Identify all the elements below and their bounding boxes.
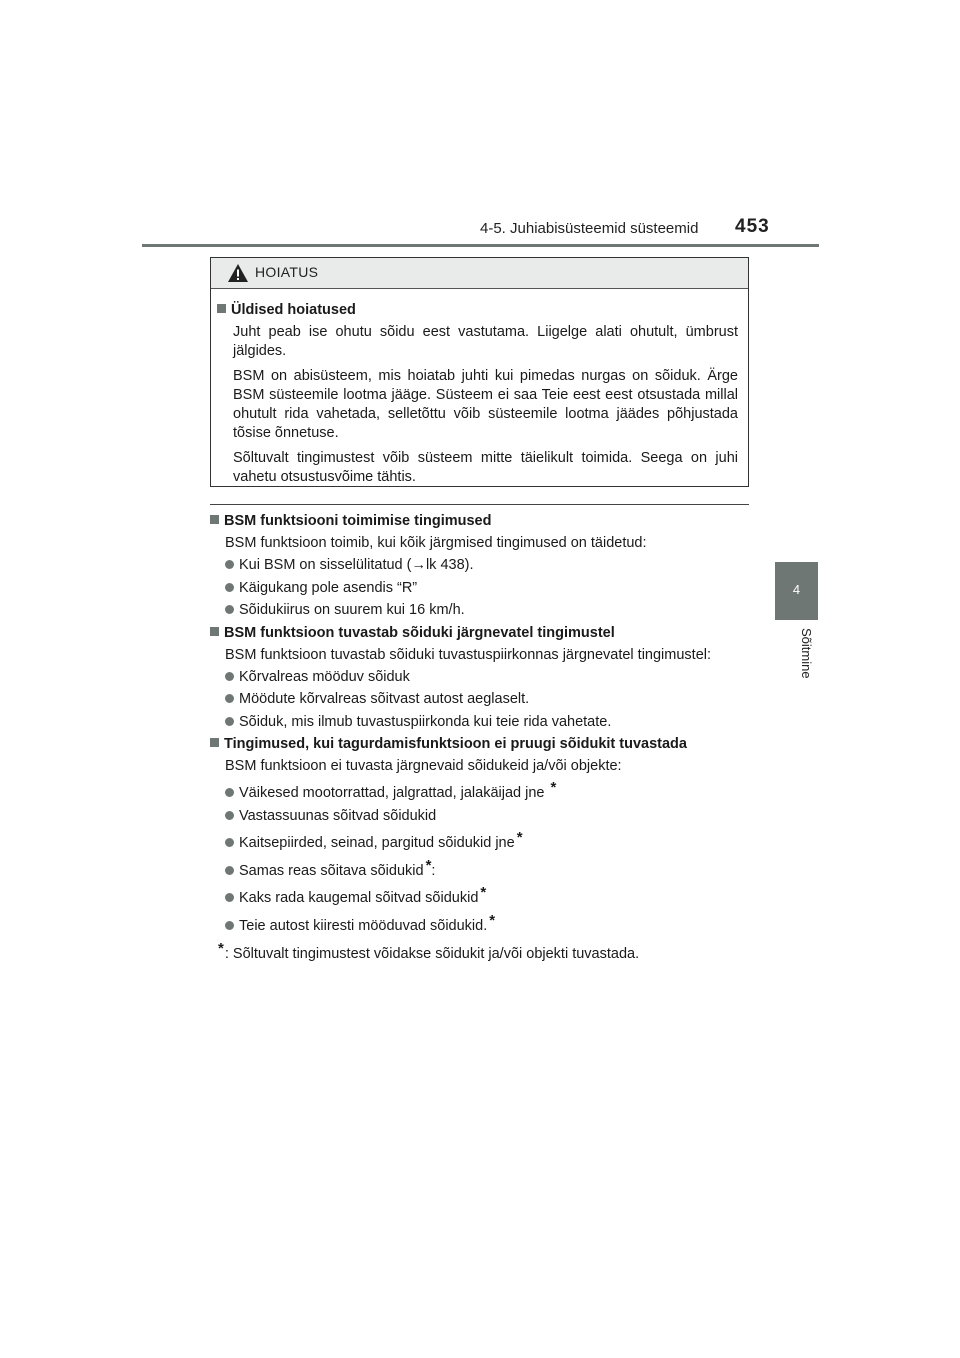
- square-bullet-icon: [217, 304, 226, 313]
- list-item: Kui BSM on sisselülitatud (→lk 438).: [225, 554, 755, 577]
- list-item: Kaitsepiirded, seinad, pargitud sõidukid jne *: [225, 827, 755, 855]
- footnote-marker: *: [425, 856, 432, 874]
- footnote-marker: *: [489, 911, 496, 929]
- warning-paragraph: BSM on abisüsteem, mis hoiatab juhti kui pimedas nurgas on sõiduk. Ärge BSM süsteemile lootma jääge. Süsteem ei saa Teie eest eest otsustada millal ohutult rida vahetada, selletõttu võib süsteemile lootma jäädes põhjustada tõsise õnnetuse.: [233, 368, 738, 441]
- round-bullet-icon: [225, 893, 234, 902]
- section-heading: Tingimused, kui tagurdamisfunktsioon ei pruugi sõidukit tuvastada: [210, 733, 755, 755]
- section-intro: BSM funktsioon tuvastab sõiduki tuvastuspiirkonnas järgnevatel tingimustel:: [225, 646, 712, 663]
- section-heading: BSM funktsioon tuvastab sõiduki järgnevatel tingimustel: [210, 622, 755, 644]
- list-item: Möödute kõrvalreas sõitvast autost aeglaselt.: [225, 688, 755, 711]
- square-bullet-icon: [210, 738, 219, 747]
- chapter-tab[interactable]: [775, 562, 818, 620]
- warning-triangle-icon: [227, 263, 249, 283]
- round-bullet-icon: [225, 694, 234, 703]
- header-rule: [142, 244, 819, 247]
- round-bullet-icon: [225, 717, 234, 726]
- warning-heading: Üldised hoiatused: [217, 301, 738, 319]
- footnote-marker: *: [550, 779, 557, 796]
- section-divider: [210, 504, 749, 505]
- round-bullet-icon: [225, 811, 234, 820]
- list-item: Teie autost kiiresti mööduvad sõidukid. *: [225, 910, 755, 938]
- chapter-tab-label: Sõitmine: [799, 628, 814, 679]
- section-heading: BSM funktsiooni toimimise tingimused: [210, 510, 755, 532]
- list-item: Sõidukiirus on suurem kui 16 km/h.: [225, 599, 755, 622]
- section-intro: BSM funktsioon toimib, kui kõik järgmised tingimused on täidetud:: [225, 535, 647, 551]
- list-item: Kaks rada kaugemal sõitvad sõidukid *: [225, 882, 755, 910]
- chapter-tab-number: 4: [792, 582, 801, 597]
- round-bullet-icon: [225, 583, 234, 592]
- round-bullet-icon: [225, 560, 234, 569]
- round-bullet-icon: [225, 866, 234, 875]
- round-bullet-icon: [225, 605, 234, 614]
- warning-paragraph: Juht peab ise ohutu sõidu eest vastutama. Liigelge alati ohutult, ümbrust jälgides.: [233, 324, 738, 359]
- square-bullet-icon: [210, 515, 219, 524]
- list-item: Samas reas sõitava sõidukid *:: [225, 855, 755, 883]
- warning-paragraph: Sõltuvalt tingimustest võib süsteem mitte täielikult toimida. Seega on juhi vahetu otsustusvõime tähtis.: [233, 450, 738, 485]
- warning-body: [211, 289, 748, 487]
- footnote: *: Sõltuvalt tingimustest võidakse sõidukit ja/või objekti tuvastada.: [218, 940, 640, 962]
- footnote-marker: *: [480, 884, 487, 901]
- page-number: 453: [735, 216, 770, 237]
- list-item: Kõrvalreas mööduv sõiduk: [225, 666, 755, 689]
- square-bullet-icon: [210, 627, 219, 636]
- warning-box: [210, 257, 749, 487]
- round-bullet-icon: [225, 672, 234, 681]
- section-intro: BSM funktsioon ei tuvasta järgnevaid sõidukeid ja/või objekte:: [225, 758, 622, 774]
- list-item: Sõiduk, mis ilmub tuvastuspiirkonda kui teie rida vahetate.: [225, 711, 755, 734]
- list-item: Vastassuunas sõitvad sõidukid: [225, 805, 755, 828]
- list-item: Väikesed mootorrattad, jalgrattad, jalakäijad jne *: [225, 777, 755, 805]
- round-bullet-icon: [225, 921, 234, 930]
- header-section-title: 4-5. Juhiabisüsteemid süsteemid: [480, 220, 699, 237]
- round-bullet-icon: [225, 788, 234, 797]
- warning-title: HOIATUS: [255, 264, 319, 280]
- main-content: [210, 510, 755, 966]
- list-item: Käigukang pole asendis “R”: [225, 577, 755, 600]
- footnote-marker: *: [516, 829, 523, 846]
- round-bullet-icon: [225, 838, 234, 847]
- warning-header: [211, 258, 748, 289]
- footnote-marker: *: [218, 940, 224, 957]
